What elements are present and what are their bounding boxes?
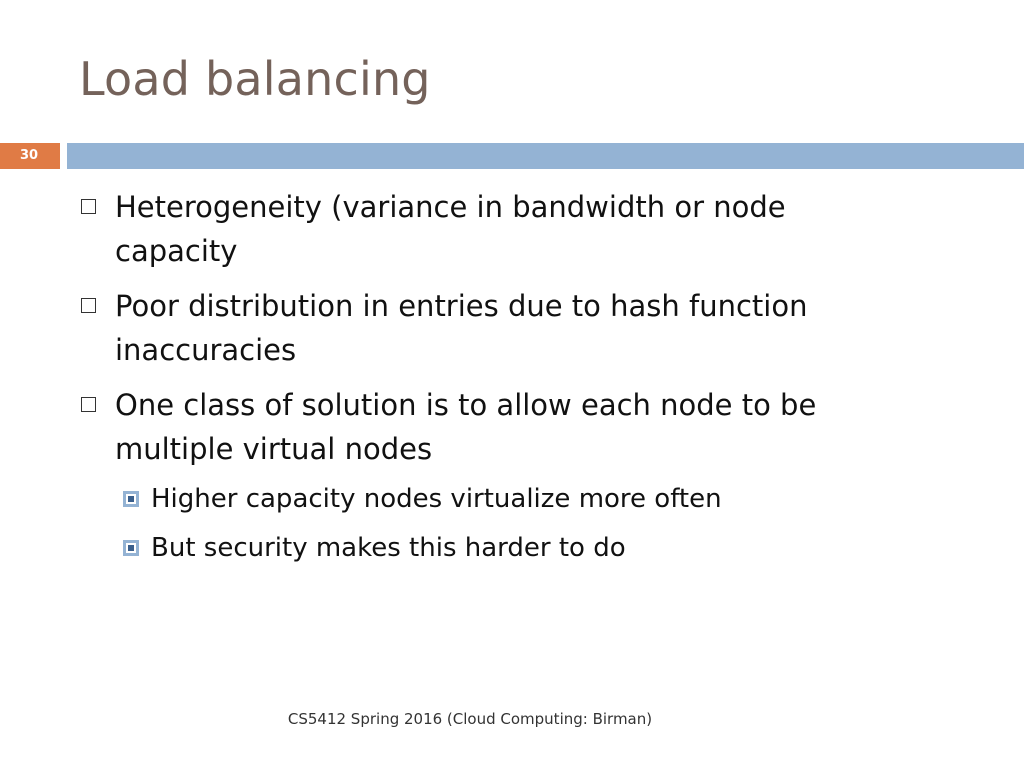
slide-footer: CS5412 Spring 2016 (Cloud Computing: Birman) <box>287 710 653 728</box>
bullet-square-icon <box>81 199 96 214</box>
slide-title: Load balancing <box>79 52 431 106</box>
sub-bullet-item <box>123 482 923 516</box>
bullet-item <box>81 185 921 273</box>
bullet-item <box>81 284 921 372</box>
sub-bullet-text: Higher capacity nodes virtualize more often <box>151 484 722 514</box>
bullet-line: Poor distribution in entries due to hash function <box>115 289 808 323</box>
bullet-line: multiple virtual nodes <box>115 432 433 466</box>
header-band <box>67 143 1024 169</box>
bullet-square-icon <box>81 298 96 313</box>
bullet-line: inaccuracies <box>115 333 297 367</box>
slide-number: 30 <box>0 143 60 169</box>
sub-bullet-item <box>123 531 923 565</box>
bullet-line: One class of solution is to allow each node to be <box>115 388 817 422</box>
bullet-item <box>81 383 921 471</box>
sub-bullet-square-icon <box>123 491 139 507</box>
sub-bullet-text: But security makes this harder to do <box>151 533 626 563</box>
sub-bullet-square-icon <box>123 540 139 556</box>
bullet-line: capacity <box>115 234 238 268</box>
bullet-line: Heterogeneity (variance in bandwidth or node <box>115 190 786 224</box>
bullet-square-icon <box>81 397 96 412</box>
